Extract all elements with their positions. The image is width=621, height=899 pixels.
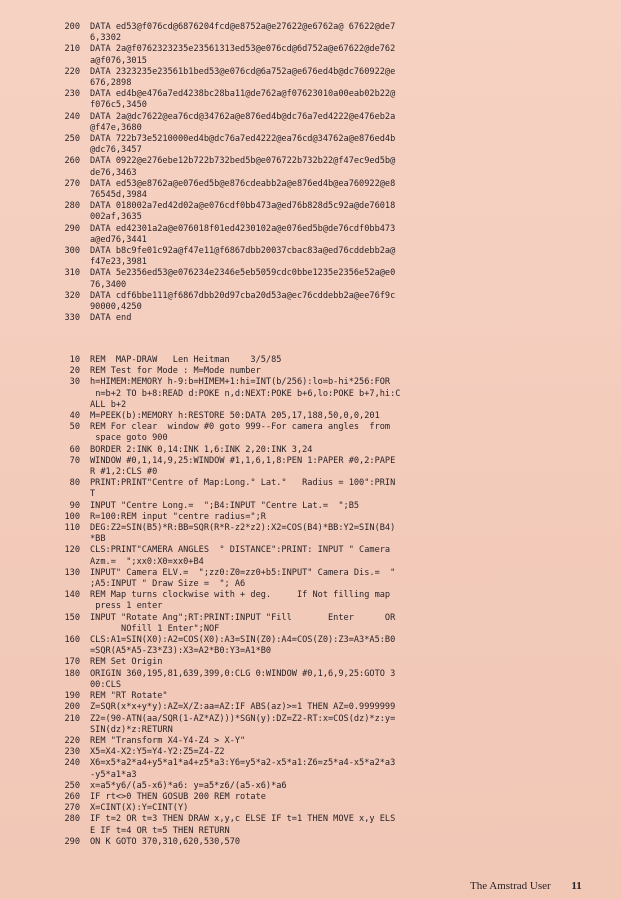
line-code: DATA 2a@dc7622@ea76cd@34762a@e876ed4b@dc76a7ed4222@e476eb2a @f47e,3680 [90,111,396,133]
code-line [44,366,604,377]
line-number: 90 [69,500,80,511]
line-number: 320 [64,290,80,301]
line-code: DATA 722b73e5210000ed4b@dc76a7ed4222@ea76cd@34762a@e876ed4b @dc76,3457 [90,134,396,156]
line-code: M=PEEK(b):MEMORY h:RESTORE 50:DATA 205,17,188,50,0,0,201 [90,411,380,422]
code-line [44,377,604,411]
line-number: 110 [64,523,80,534]
code-line [44,67,604,89]
line-code: DATA 0922@e276ebe12b722b732bed5b@e076722b732b22@f47ec9ed5b@ de76,3463 [90,156,396,178]
line-number: 70 [69,455,80,466]
code-line [44,22,604,44]
code-line [44,445,604,456]
line-number: 100 [64,511,80,522]
line-code: IF rt<>0 THEN GOSUB 200 REM rotate [90,791,266,802]
code-line [44,747,604,758]
line-number: 150 [64,612,80,623]
magazine-name: The Amstrad User [470,880,551,892]
line-code: REM Test for Mode : M=Mode number [90,366,261,377]
line-number: 270 [64,803,80,814]
code-line [44,837,604,848]
code-line [44,224,604,246]
line-number: 190 [64,691,80,702]
line-number: 210 [64,44,80,55]
code-line [44,714,604,736]
code-line [44,112,604,134]
line-number: 60 [69,444,80,455]
code-line [44,512,604,523]
code-line [44,44,604,66]
code-line [44,422,604,444]
code-line [44,814,604,836]
code-line [44,201,604,223]
code-line [44,635,604,657]
line-number: 310 [64,268,80,279]
code-line [44,313,604,324]
line-number: 220 [64,66,80,77]
line-number: 180 [64,668,80,679]
code-line [44,246,604,268]
code-line [44,355,604,366]
line-number: 250 [64,134,80,145]
code-line [44,590,604,612]
page-number: 11 [571,880,582,892]
code-line [44,179,604,201]
line-code: x=a5*y6/(a5-x6)*a6: y=a5*z6/(a5-x6)*a6 [90,780,287,791]
line-code: CLS:PRINT"CAMERA ANGLES ° DISTANCE":PRINT: INPUT " Camera Azm.= ";xx0:X0=xx0+B4 [90,545,391,567]
line-code: DATA 5e2356ed53@e076234e2346e5eb5059cdc0bbe1235e2356e52a@e0 76,3400 [90,268,396,290]
line-number: 220 [64,735,80,746]
line-code: BORDER 2:INK 0,14:INK 1,6:INK 2,20:INK 3,24 [90,444,313,455]
line-code: h=HIMEM:MEMORY h-9:b=HIMEM+1:hi=INT(b/256):lo=b-hi*256:FOR n=b+2 TO b+8:READ d:POKE n,d:NEXT:POKE b+6,lo:POKE b+7,hi:C ALL b+2 [90,377,401,410]
line-code: REM "Transform X4-Y4-Z4 > X-Y" [90,735,246,746]
line-code: Z2=(90-ATN(aa/SQR(1-AZ*AZ)))*SGN(y):DZ=Z2-RT:x=COS(dz)*z:y= SIN(dz)*z:RETURN [90,713,396,735]
line-number: 80 [69,478,80,489]
line-number: 280 [64,201,80,212]
code-line [44,613,604,635]
code-line [44,456,604,478]
line-code: X5=X4-X2:Y5=Y4-Y2:Z5=Z4-Z2 [90,747,225,758]
line-code: REM For clear window #0 goto 999--For camera angles from space goto 900 [90,422,391,444]
code-line [44,792,604,803]
basic-program-listing [44,355,604,848]
line-number: 240 [64,111,80,122]
line-number: 250 [64,780,80,791]
line-code: INPUT" Camera ELV.= ";zz0:Z0=zz0+b5:INPUT" Camera Dis.= " ;A5:INPUT " Draw Size = "; A6 [90,567,396,590]
code-line [44,803,604,814]
line-code: ON K GOTO 370,310,620,530,570 [90,836,241,847]
line-code: DATA ed4b@e476a7ed4238bc28ba11@de762a@f07623010a00eab02b22@ f076c5,3450 [90,89,396,111]
line-code: IF t=2 OR t=3 THEN DRAW x,y,c ELSE IF t=1 THEN MOVE x,y ELS E IF t=4 OR t=5 THEN RETURN [90,814,396,836]
line-code: DATA cdf6bbe111@f6867dbb20d97cba20d53a@ec76cddebb2a@ee76f9c 90000,4250 [90,290,396,313]
code-line [44,268,604,290]
code-line [44,568,604,590]
line-code: X6=x5*a2*a4+y5*a1*a4+z5*a3:Y6=y5*a2-x5*a1:Z6=z5*a4-x5*a2*a3 -y5*a1*a3 [90,758,396,780]
line-number: 120 [64,545,80,556]
line-number: 200 [64,22,80,32]
code-line [44,657,604,668]
line-code: R=100:REM input "centre radius=";R [90,511,266,522]
line-number: 10 [69,355,80,365]
page-footer [470,880,582,892]
line-number: 50 [69,422,80,433]
line-code: INPUT "Rotate Ang";RT:PRINT:INPUT "Fill Enter OR NOfill 1 Enter";NOF [90,612,396,634]
line-code: Z=SQR(x*x+y*y):AZ=X/Z:aa=AZ:IF ABS(az)>=1 THEN AZ=0.9999999 [90,702,396,713]
line-code: INPUT "Centre Long.= ";B4:INPUT "Centre Lat.= ";B5 [90,500,360,511]
code-line [44,134,604,156]
line-code: DATA 2a@f0762323235e23561313ed53@e076cd@6d752a@e67622@de762 a@f076,3015 [90,44,396,66]
code-line [44,411,604,422]
line-code: REM Map turns clockwise with + deg. If Not filling map press 1 enter [90,590,391,612]
line-code: DATA 2323235e23561b1bed53@e076cd@6a752a@e676ed4b@dc760922@e 676,2898 [90,66,396,89]
code-line [44,478,604,500]
line-number: 270 [64,178,80,189]
code-line [44,758,604,780]
line-number: 160 [64,635,80,646]
line-number: 330 [64,313,80,324]
line-code: X=CINT(X):Y=CINT(Y) [90,803,189,814]
code-line [44,501,604,512]
line-number: 280 [64,814,80,825]
line-number: 240 [64,758,80,769]
code-line [44,291,604,313]
line-code: DEG:Z2=SIN(B5)*R:BB=SQR(R*R-z2*z2):X2=COS(B4)*BB:Y2=SIN(B4) *BB [90,523,396,545]
line-number: 40 [69,411,80,422]
line-code: DATA ed42301a2a@e076018f01ed4230102a@e076ed5b@de76cdf0bb473 a@ed76,3441 [90,223,396,245]
line-number: 30 [69,377,80,388]
line-number: 290 [64,836,80,847]
line-number: 260 [64,156,80,167]
line-number: 20 [69,366,80,377]
line-code: DATA 018002a7ed42d02a@e076cdf0bb473a@ed76b828d5c92a@de76018 002af,3635 [90,201,396,223]
code-line [44,691,604,702]
code-line [44,89,604,111]
code-line [44,523,604,545]
code-line [44,156,604,178]
line-code: CLS:A1=SIN(X0):A2=COS(X0):A3=SIN(Z0):A4=COS(Z0):Z3=A3*A5:B0 =SQR(A5*A5-Z3*Z3):X3=A2*B0:Y3=A1*B0 [90,635,396,657]
line-number: 200 [64,702,80,713]
line-code: DATA ed53@f076cd@6876204fcd@e8752a@e27622@e6762a@ 67622@de7 6,3302 [90,22,396,44]
line-number: 290 [64,223,80,234]
line-code: ORIGIN 360,195,81,639,399,0:CLG 0:WINDOW #0,1,6,9,25:GOTO 3 00:CLS [90,668,396,690]
code-line [44,545,604,567]
line-code: REM Set Origin [90,657,163,668]
line-number: 140 [64,590,80,601]
line-number: 130 [64,567,80,578]
line-code: WINDOW #0,1,14,9,25:WINDOW #1,1,6,1,8:PEN 1:PAPER #0,2:PAPE R #1,2:CLS #0 [90,455,396,478]
line-number: 170 [64,657,80,668]
line-number: 300 [64,246,80,257]
line-code: REM "RT Rotate" [90,691,168,702]
line-number: 210 [64,713,80,724]
line-code: PRINT:PRINT"Centre of Map:Long.° Lat.° Radius = 100":PRIN T [90,478,396,500]
line-number: 230 [64,747,80,758]
code-line [44,781,604,792]
code-line [44,669,604,691]
line-code: DATA end [90,313,132,324]
data-listing [44,22,604,324]
line-number: 260 [64,791,80,802]
line-code: DATA b8c9fe01c92a@f47e11@f6867dbb20037cbac83a@ed76cddebb2a@ f47e23,3981 [90,246,396,268]
line-number: 230 [64,89,80,100]
line-code: REM MAP-DRAW Len Heitman 3/5/85 [90,355,282,365]
code-line [44,736,604,747]
line-code: DATA ed53@e8762a@e076ed5b@e876cdeabb2a@e876ed4b@ea760922@e8 76545d,3984 [90,178,396,201]
code-line [44,702,604,713]
